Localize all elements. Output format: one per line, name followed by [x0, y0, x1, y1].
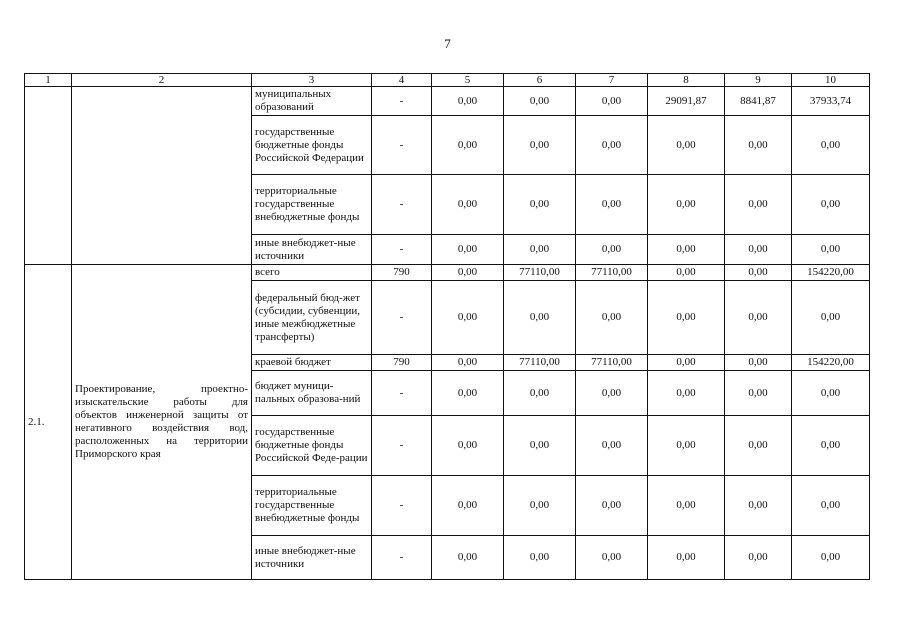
column-number: 8	[648, 74, 725, 87]
value-cell: 0,00	[648, 536, 725, 580]
value-cell: 790	[372, 355, 432, 371]
column-number: 6	[504, 74, 576, 87]
value-cell: 0,00	[648, 235, 725, 265]
value-cell: 0,00	[504, 536, 576, 580]
value-cell: 8841,87	[725, 87, 792, 116]
value-cell: 0,00	[576, 116, 648, 175]
value-cell: 77110,00	[504, 355, 576, 371]
value-cell: 0,00	[504, 476, 576, 536]
value-cell: 0,00	[648, 355, 725, 371]
value-cell: 0,00	[725, 536, 792, 580]
value-cell: 0,00	[648, 116, 725, 175]
value-cell: 0,00	[792, 536, 870, 580]
value-cell: -	[372, 281, 432, 355]
value-cell: 0,00	[576, 87, 648, 116]
value-cell: -	[372, 235, 432, 265]
column-number: 1	[25, 74, 72, 87]
value-cell: 0,00	[725, 371, 792, 416]
funding-source: территориальные государственные внебюджетные фонды	[252, 175, 372, 235]
column-number: 5	[432, 74, 504, 87]
column-number: 10	[792, 74, 870, 87]
value-cell: 37933,74	[792, 87, 870, 116]
funding-source: государственные бюджетные фонды Российской Федерации	[252, 116, 372, 175]
value-cell: 0,00	[725, 281, 792, 355]
funding-source: государственные бюджетные фонды Российской Феде-рации	[252, 416, 372, 476]
value-cell: 0,00	[792, 116, 870, 175]
value-cell: 0,00	[792, 175, 870, 235]
value-cell: -	[372, 371, 432, 416]
value-cell: 0,00	[432, 116, 504, 175]
funding-source: федеральный бюд-жет (субсидии, субвенции, иные межбюджетные трансферты)	[252, 281, 372, 355]
value-cell: -	[372, 116, 432, 175]
column-number-row	[25, 74, 870, 87]
funding-source: бюджет муници-пальных образова-ний	[252, 371, 372, 416]
value-cell: 0,00	[576, 476, 648, 536]
item-title: Проектирование, проектно-изыскательские работы для объектов инженерной защиты от негативного воздействия вод, расположенных на территории Приморского края	[72, 265, 252, 580]
value-cell: 0,00	[576, 281, 648, 355]
value-cell: -	[372, 476, 432, 536]
value-cell: 0,00	[432, 355, 504, 371]
value-cell: 0,00	[792, 371, 870, 416]
value-cell: 0,00	[725, 476, 792, 536]
value-cell: 0,00	[432, 536, 504, 580]
column-number: 9	[725, 74, 792, 87]
value-cell: 0,00	[648, 265, 725, 281]
funding-source: краевой бюджет	[252, 355, 372, 371]
value-cell: -	[372, 536, 432, 580]
value-cell: 0,00	[648, 371, 725, 416]
value-cell: 0,00	[576, 536, 648, 580]
value-cell: 0,00	[725, 265, 792, 281]
value-cell: 0,00	[792, 416, 870, 476]
value-cell: 0,00	[432, 416, 504, 476]
table-row	[25, 87, 870, 116]
value-cell: 0,00	[432, 281, 504, 355]
value-cell: 77110,00	[576, 355, 648, 371]
value-cell: 0,00	[648, 281, 725, 355]
value-cell: 0,00	[432, 175, 504, 235]
value-cell: 0,00	[504, 116, 576, 175]
value-cell: 0,00	[504, 416, 576, 476]
value-cell: 0,00	[648, 416, 725, 476]
page-number: 7	[444, 36, 451, 51]
value-cell: -	[372, 416, 432, 476]
value-cell: 0,00	[725, 175, 792, 235]
column-number: 2	[72, 74, 252, 87]
value-cell: 0,00	[725, 355, 792, 371]
value-cell: 790	[372, 265, 432, 281]
funding-source: иные внебюджет-ные источники	[252, 235, 372, 265]
value-cell: 154220,00	[792, 355, 870, 371]
column-number: 7	[576, 74, 648, 87]
value-cell: 77110,00	[504, 265, 576, 281]
value-cell: 0,00	[504, 371, 576, 416]
value-cell: 0,00	[648, 476, 725, 536]
funding-source: территориальные государственные внебюджетные фонды	[252, 476, 372, 536]
funding-source: всего	[252, 265, 372, 281]
funding-source: муниципальных образований	[252, 87, 372, 116]
value-cell: 77110,00	[576, 265, 648, 281]
column-number: 4	[372, 74, 432, 87]
funding-source: иные внебюджет-ные источники	[252, 536, 372, 580]
value-cell: 0,00	[432, 87, 504, 116]
value-cell: 0,00	[432, 371, 504, 416]
value-cell: 154220,00	[792, 265, 870, 281]
value-cell: 0,00	[576, 175, 648, 235]
value-cell: 0,00	[648, 175, 725, 235]
value-cell: 29091,87	[648, 87, 725, 116]
value-cell: 0,00	[504, 235, 576, 265]
value-cell: 0,00	[725, 416, 792, 476]
value-cell: 0,00	[725, 116, 792, 175]
value-cell: 0,00	[432, 476, 504, 536]
value-cell: 0,00	[792, 235, 870, 265]
value-cell: -	[372, 87, 432, 116]
value-cell: 0,00	[792, 281, 870, 355]
value-cell: 0,00	[792, 476, 870, 536]
value-cell: 0,00	[725, 235, 792, 265]
value-cell: 0,00	[504, 281, 576, 355]
continued-title-cell	[72, 87, 252, 265]
value-cell: 0,00	[432, 235, 504, 265]
value-cell: 0,00	[576, 416, 648, 476]
continued-code-cell	[25, 87, 72, 265]
value-cell: 0,00	[576, 235, 648, 265]
value-cell: 0,00	[432, 265, 504, 281]
value-cell: 0,00	[504, 87, 576, 116]
value-cell: 0,00	[504, 175, 576, 235]
table-row	[25, 265, 870, 281]
budget-table	[24, 73, 870, 580]
value-cell: 0,00	[576, 371, 648, 416]
column-number: 3	[252, 74, 372, 87]
item-code: 2.1.	[25, 265, 72, 580]
value-cell: -	[372, 175, 432, 235]
